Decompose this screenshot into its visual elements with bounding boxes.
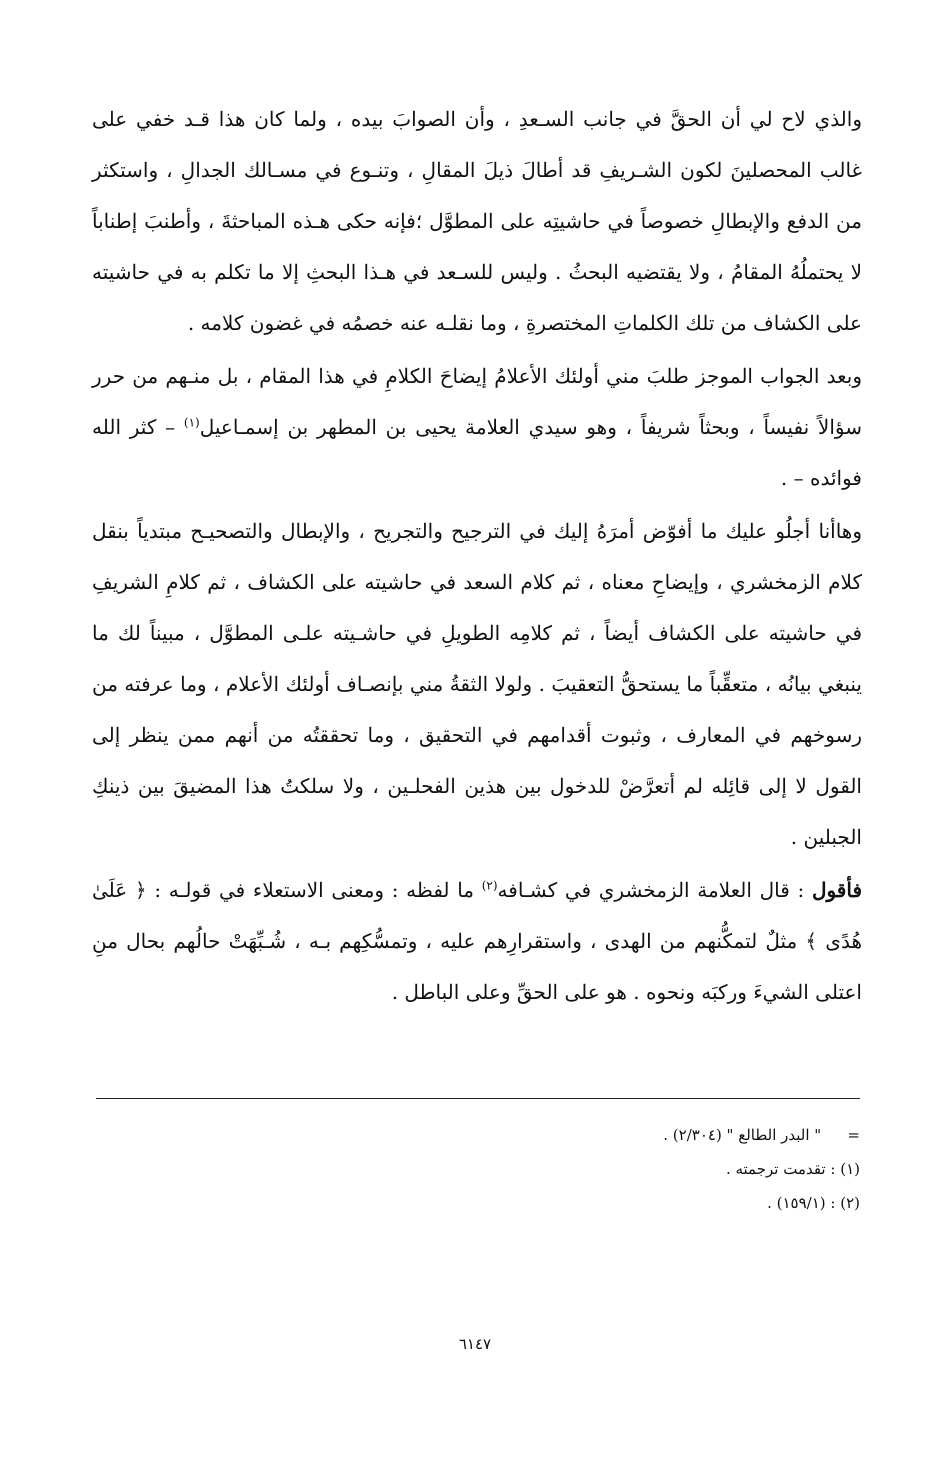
footnote-text: : (١٥٩/١) . xyxy=(767,1194,836,1212)
footnote-reference-1[interactable]: (١) xyxy=(183,415,200,430)
footnote-mark: = xyxy=(847,1126,860,1144)
footnote-reference-2[interactable]: (٢) xyxy=(481,878,498,893)
footnote-continuation xyxy=(96,1118,860,1152)
page-number: ٦١٤٧ xyxy=(458,1335,492,1353)
paragraph-4-text: : قال العلامة الزمخشري في كشـافه xyxy=(497,878,812,902)
paragraph-2 xyxy=(92,351,862,504)
footnote-mark: (١) xyxy=(840,1160,860,1178)
paragraph-4 xyxy=(92,865,862,1018)
footnote-1 xyxy=(96,1152,860,1186)
footnote-text: : تقدمت ترجمته . xyxy=(725,1160,836,1178)
paragraph-1 xyxy=(92,94,862,349)
paragraph-1-text: والذي لاح لي أن الحقَّ في جانب السـعدِ ، وأن الصوابَ بيده ، ولما كان هذا قـد خفي على غالب المحصلينَ لكون الشـريفِ قد أطالَ ذيلَ المقالِ ، وتنـوع في مسـالك الجدالِ ، واستكثر من الدفع والإبطالِ خصوصاً في حاشيتِه على المطوَّل ؛فإنه حكى هـذه المباحثةَ ، وأطنبَ إطناباً لا يحتملُهُ المقامُ ، ولا يقتضيه البحثُ . وليس للسـعد في هـذا البحثِ إلا ما تكلم به في حاشيته على الكشاف من تلك الكلماتِ المختصرةِ ، وما نقلـه عنه خصمُه في غضون كلامه . xyxy=(92,107,863,335)
paragraph-3 xyxy=(92,506,862,863)
paragraph-4-lead: فأقول xyxy=(811,878,863,902)
paragraph-2-text: وبعد الجواب الموجز طلبَ مني أولئك الأعلامُ إيضاحَ الكلامِ في هذا المقام ، بل منـهم من حرر سؤالاً نفيساً ، وبحثاً شريفاً ، وهو سيدي العلامة يحيى بن المطهر بن إسمـاعيل xyxy=(92,364,862,439)
paragraph-4-tail: ما لفظه : ومعنى الاستعلاء في قولـه : ﴿ عَلَىٰ هُدًى ﴾ مثلٌ لتمكُّنهم من الهدى ، واستقرارِهم عليه ، وتمسُّكِهم بـه ، شُـبِّهَتْ حالُهم بحال منِ اعتلى الشيءَ وركبَه ونحوه . هو على الحقِّ وعلى الباطل . xyxy=(92,878,862,1004)
footnote-separator xyxy=(96,1098,860,1099)
footnotes xyxy=(96,1118,860,1220)
main-text xyxy=(92,94,862,1018)
footnote-text: " البدر الطالع " (٢/٣٠٤) . xyxy=(663,1126,822,1144)
footnote-2 xyxy=(96,1186,860,1220)
footnote-mark: (٢) xyxy=(840,1194,860,1212)
paragraph-3-text: وهاأنا أجلُو عليك ما أفوّض أمرَهُ إليك في الترجيح والتجريح ، والإبطال والتصحيـح مبتدياً بنقل كلام الزمخشري ، وإيضاحِ معناه ، ثم كلام السعد في حاشيته على الكشاف ، ثم كلامِ الشريفِ في حاشيته على الكشاف أيضاً ، ثم كلامِه الطويلِ في حاشـيته علـى المطوَّل ، مبيناً لك ما ينبغي بيانُه ، متعقِّباً ما يستحقُّ التعقيبَ . ولولا الثقةُ مني بإنصـاف أولئك الأعلام ، وما عرفته من رسوخهم في المعارف ، وثبوت أقدامهم في التحقيق ، وما تحققتُه من أنهم ممن ينظر إلى القول لا إلى قائِله لم أتعرَّضْ للدخول بين هذين الفحلـين ، ولا سلكتُ هذا المضيقَ بين ذينكِ الجبلين . xyxy=(92,519,862,849)
paragraph-2-tail: – كثر الله فوائده – . xyxy=(92,415,862,490)
